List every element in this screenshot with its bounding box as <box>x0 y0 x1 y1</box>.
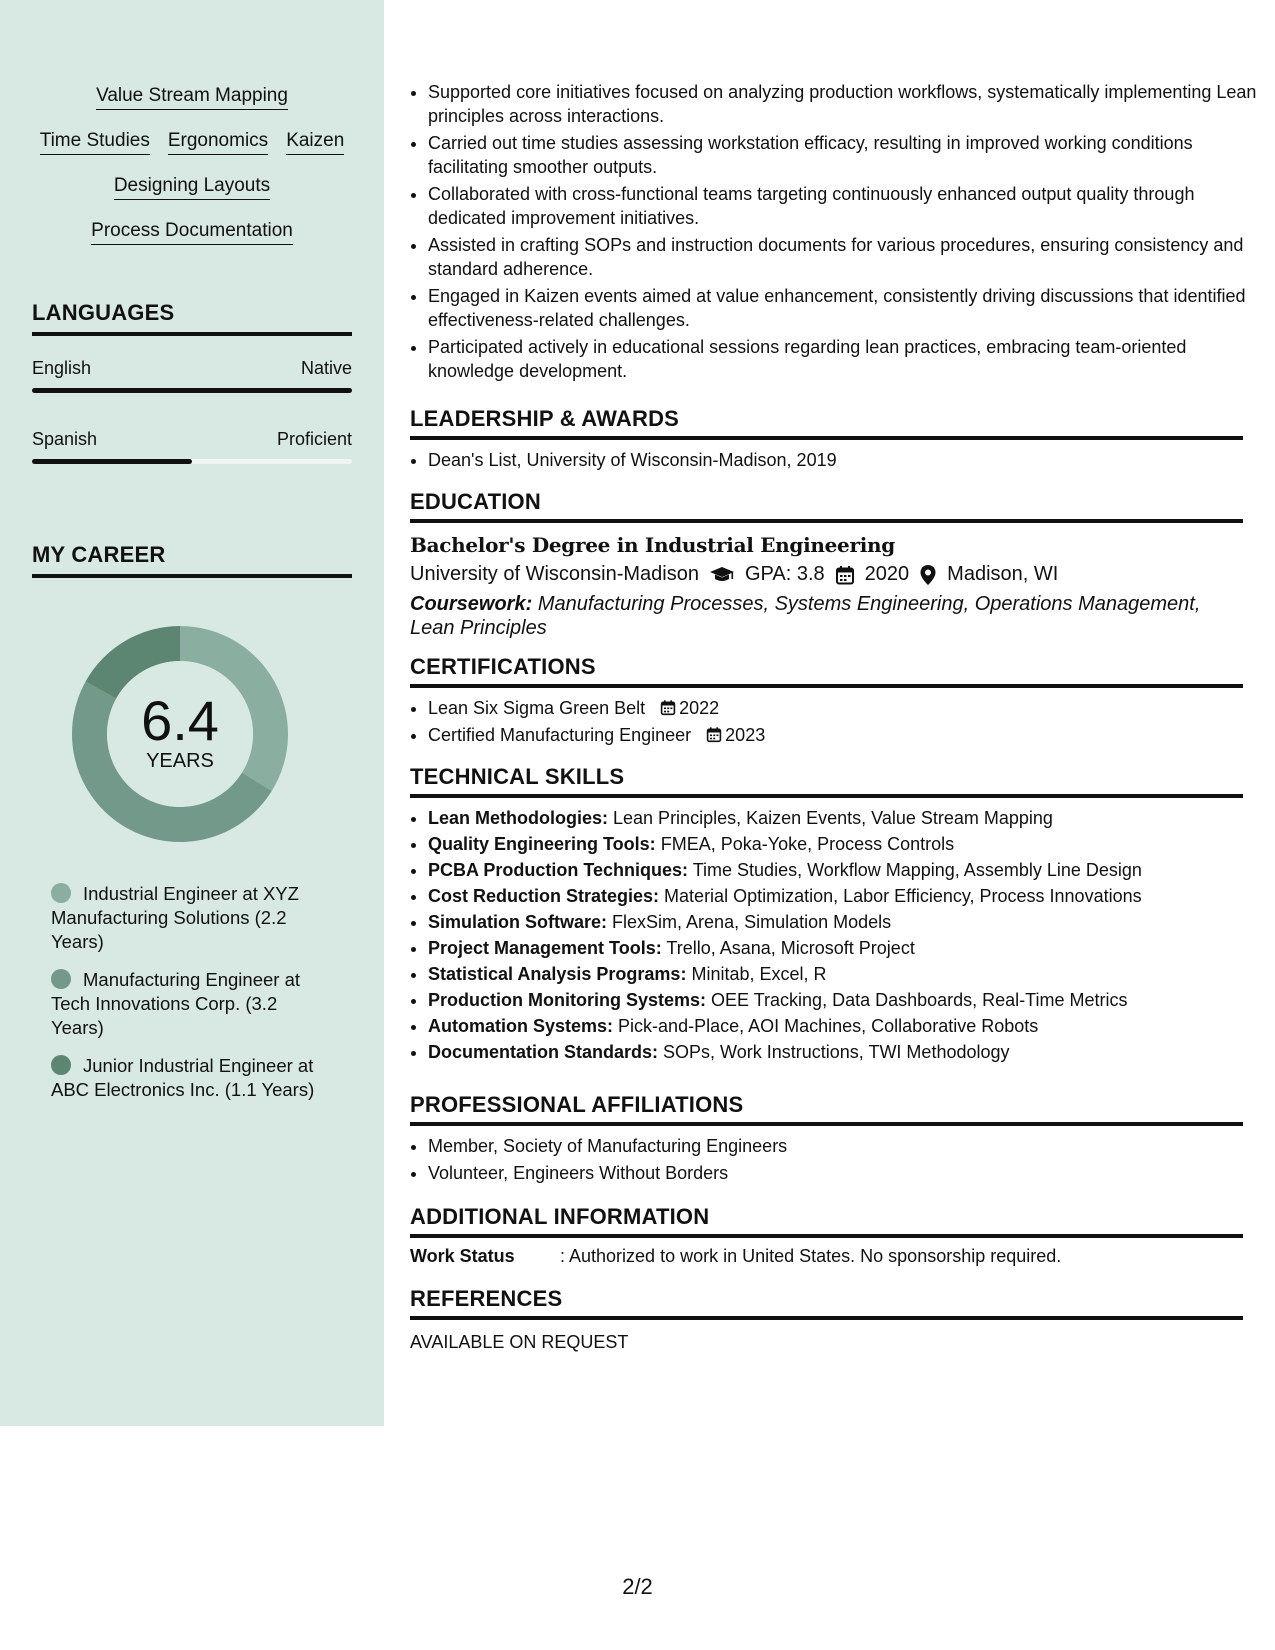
technical-skills-heading: TECHNICAL SKILLS <box>410 764 1243 798</box>
skill-values: Lean Principles, Kaizen Events, Value Stream Mapping <box>613 808 1053 828</box>
additional-info-heading: ADDITIONAL INFORMATION <box>410 1204 1243 1238</box>
languages-heading: LANGUAGES <box>32 300 352 336</box>
language-level: Native <box>300 358 352 378</box>
career-total-years: 6.4 <box>141 689 219 752</box>
calendar-icon <box>835 565 855 585</box>
technical-skill-item <box>428 988 1243 1012</box>
legend-dot <box>51 883 71 903</box>
affiliations-section <box>410 1092 1243 1188</box>
additional-info-section <box>410 1204 1243 1267</box>
technical-skill-item <box>428 806 1243 830</box>
coursework <box>410 592 1243 640</box>
school-location: Madison, WI <box>947 563 1059 585</box>
technical-skills-list <box>410 806 1243 1064</box>
experience-bullet: • Carried out time studies assessing workstation efficacy, resulting in improved working conditions facilitating smoother outputs. <box>428 131 1261 179</box>
skill-values: Material Optimization, Labor Efficiency, Process Innovations <box>664 886 1142 906</box>
leadership-heading: LEADERSHIP & AWARDS <box>410 406 1243 440</box>
languages-section <box>32 300 352 464</box>
calendar-icon <box>706 726 722 743</box>
page-number: 2/2 <box>622 1574 653 1599</box>
technical-skills-section <box>410 764 1243 1066</box>
skill-category: Automation Systems: <box>428 1016 614 1036</box>
career-legend-item <box>51 1054 331 1102</box>
certification-name: Certified Manufacturing Engineer <box>428 725 692 745</box>
legend-dot <box>51 969 71 989</box>
leadership-item: • Dean's List, University of Wisconsin-Madison, 2019 <box>428 448 1243 472</box>
language-proficiency-bar <box>32 459 352 464</box>
skill-category: Documentation Standards: <box>428 1042 659 1062</box>
skill-row <box>0 129 384 155</box>
skill-tag: Ergonomics <box>168 129 268 155</box>
certifications-heading: CERTIFICATIONS <box>410 654 1243 688</box>
skill-values: Minitab, Excel, R <box>691 964 827 984</box>
language-proficiency-fill <box>32 388 352 393</box>
skill-values: Time Studies, Workflow Mapping, Assembly Line Design <box>692 860 1142 880</box>
language-item <box>32 358 352 393</box>
graduation-year: 2020 <box>864 563 910 585</box>
career-section <box>32 542 352 578</box>
gpa-value: GPA: 3.8 <box>744 563 825 585</box>
skill-row <box>0 84 384 110</box>
skill-category: Simulation Software: <box>428 912 608 932</box>
work-status-value: : Authorized to work in United States. No sponsorship required. <box>560 1246 1062 1266</box>
work-status-label: Work Status <box>410 1246 515 1266</box>
career-legend-label: Industrial Engineer at XYZ Manufacturing Solutions (2.2 Years) <box>51 883 299 952</box>
skill-tag: Time Studies <box>40 129 150 155</box>
language-proficiency-fill <box>32 459 192 464</box>
skill-category: Project Management Tools: <box>428 938 662 958</box>
certification-item <box>428 723 1243 747</box>
certification-year: 2022 <box>679 698 720 718</box>
legend-dot <box>51 1055 71 1075</box>
references-heading: REFERENCES <box>410 1286 1243 1320</box>
experience-bullet: • Participated actively in educational sessions regarding lean practices, embracing team-oriented knowledge development. <box>428 335 1261 383</box>
language-item <box>32 429 352 464</box>
language-level: Proficient <box>276 429 352 449</box>
skill-category: Cost Reduction Strategies: <box>428 886 660 906</box>
technical-skill-item <box>428 858 1243 882</box>
skill-category: Lean Methodologies: <box>428 808 608 828</box>
skill-values: OEE Tracking, Data Dashboards, Real-Time Metrics <box>711 990 1128 1010</box>
technical-skill-item <box>428 1014 1243 1038</box>
coursework-label: Coursework: <box>410 593 533 615</box>
skill-category: Statistical Analysis Programs: <box>428 964 687 984</box>
sidebar <box>0 0 384 1426</box>
skill-tag: Process Documentation <box>91 219 293 245</box>
skill-values: FlexSim, Arena, Simulation Models <box>612 912 892 932</box>
technical-skill-item <box>428 910 1243 934</box>
language-proficiency-bar <box>32 388 352 393</box>
skill-category: Quality Engineering Tools: <box>428 834 656 854</box>
affiliation-item: • Member, Society of Manufacturing Engineers <box>428 1134 1243 1158</box>
career-legend <box>51 882 331 1116</box>
technical-skill-item <box>428 884 1243 908</box>
experience-bullet: • Collaborated with cross-functional teams targeting continuously enhanced output quality through dedicated improvement initiatives. <box>428 182 1261 230</box>
career-legend-item <box>51 968 331 1040</box>
school-name: University of Wisconsin-Madison <box>410 563 699 585</box>
career-heading: MY CAREER <box>32 542 352 578</box>
experience-bullet: • Supported core initiatives focused on analyzing production workflows, systematically implementing Lean principles across interactions. <box>428 80 1261 128</box>
calendar-icon <box>660 699 676 716</box>
technical-skill-item <box>428 962 1243 986</box>
skill-tag: Kaizen <box>286 129 344 155</box>
skill-tag: Designing Layouts <box>114 174 270 200</box>
skill-row <box>0 219 384 245</box>
education-meta <box>410 563 1243 586</box>
skill-category: Production Monitoring Systems: <box>428 990 707 1010</box>
references-text: AVAILABLE ON REQUEST <box>410 1332 629 1352</box>
skill-values: SOPs, Work Instructions, TWI Methodology <box>663 1042 1010 1062</box>
affiliation-item: • Volunteer, Engineers Without Borders <box>428 1161 1243 1185</box>
location-pin-icon <box>919 564 937 586</box>
skill-values: Pick-and-Place, AOI Machines, Collaborative Robots <box>618 1016 1039 1036</box>
donut-center <box>66 620 294 848</box>
leadership-section <box>410 406 1243 475</box>
technical-skill-item <box>428 1040 1243 1064</box>
certification-item <box>428 696 1243 720</box>
education-section <box>410 489 1243 640</box>
education-heading: EDUCATION <box>410 489 1243 523</box>
work-status-row <box>410 1246 1243 1267</box>
affiliations-heading: PROFESSIONAL AFFILIATIONS <box>410 1092 1243 1126</box>
career-legend-item <box>51 882 331 954</box>
career-donut-chart <box>66 620 294 848</box>
career-legend-label: Manufacturing Engineer at Tech Innovations Corp. (3.2 Years) <box>51 969 300 1038</box>
language-name: Spanish <box>32 429 98 449</box>
career-legend-label: Junior Industrial Engineer at ABC Electronics Inc. (1.1 Years) <box>51 1055 315 1100</box>
skill-category: PCBA Production Techniques: <box>428 860 689 880</box>
skill-tag: Value Stream Mapping <box>96 84 288 110</box>
skill-row <box>0 174 384 200</box>
experience-bullet: • Assisted in crafting SOPs and instruction documents for various procedures, ensuring consistency and standard adherence. <box>428 233 1261 281</box>
degree-title: Bachelor's Degree in Industrial Engineering <box>410 533 895 557</box>
references-section <box>410 1286 1243 1353</box>
technical-skill-item <box>428 936 1243 960</box>
experience-bullet: • Engaged in Kaizen events aimed at value enhancement, consistently driving discussions that identified effectiveness-related challenges. <box>428 284 1261 332</box>
experience-bullets <box>410 80 1261 386</box>
skill-values: FMEA, Poka-Yoke, Process Controls <box>660 834 955 854</box>
technical-skill-item <box>428 832 1243 856</box>
skills-tags <box>0 84 384 264</box>
graduation-cap-icon <box>709 565 735 585</box>
certification-year: 2023 <box>725 725 766 745</box>
certifications-section <box>410 654 1243 750</box>
coursework-list: Manufacturing Processes, Systems Engineering, Operations Management, Lean Principles <box>410 593 1201 639</box>
certification-name: Lean Six Sigma Green Belt <box>428 698 646 718</box>
skill-values: Trello, Asana, Microsoft Project <box>666 938 915 958</box>
career-total-unit: YEARS <box>146 750 214 772</box>
language-name: English <box>32 358 92 378</box>
